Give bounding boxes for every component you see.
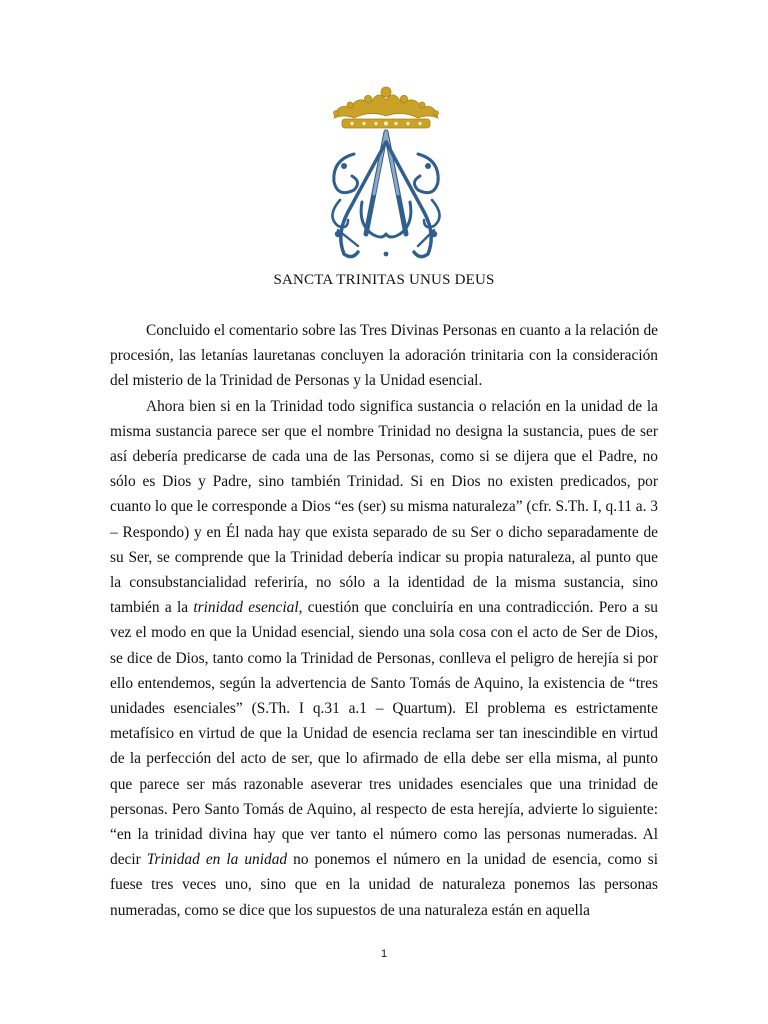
text-segment: , cuestión que concluiría en una contradicción. Pero a su vez el modo en que la Unidad esencial, siendo una sola cosa con el acto de Ser de Dios, se dice de Dios, tanto como la Trinidad de Personas, conlleva el peligro de herejía si por ello entendemos, según la advertencia de Santo Tomás de Aquino, la existencia de “tres unidades esenciales” (S.Th. I q.31 a.1 – Quartum). El problema es estrictamente metafísico en virtud de que la Unidad de esencia reclama ser tan inescindible en virtud de la perfección del acto de ser, que lo afirmado de ella debe ser ella misma, al punto que parece ser más razonable aseverar tres unidades esenciales que una trinidad de personas. Pero Santo Tomás de Aquino, al respecto de esta herejía, advierte lo siguiente: “en la trinidad divina hay que ver tanto el número como las personas numeradas. Al decir xyxy=(110,599,658,869)
paragraph xyxy=(110,318,658,394)
text-segment: Concluido el comentario sobre las Tres Divinas Personas en cuanto a la relación de procesión, las letanías lauretanas concluyen la adoración trinitaria con la consideración del misterio de la Trinidad de Personas y la Unidad esencial. xyxy=(110,322,658,390)
text-segment: no ponemos el número en la unidad de esencia, como si fuese tres veces uno, sino que en la unidad de naturaleza ponemos las personas numeradas, como se dice que los supuestos de una naturaleza están en aquella xyxy=(110,851,658,919)
crowned-marian-monogram-icon xyxy=(318,84,454,266)
text-segment: Ahora bien si en la Trinidad todo significa sustancia o relación en la unidad de la misma sustancia parece ser que el nombre Trinidad no designa la sustancia, pues de ser así debería predicarse de cada una de las Personas, como si se dijera que el Padre, no sólo es Dios y Padre, sino también Trinidad. Si en Dios no existen predicados, por cuanto lo que le corresponde a Dios “es (ser) su misma naturaleza” (cfr. S.Th. I, q.11 a. 3 – Respondo) y en Él nada hay que exista separado de su Ser o dicho separadamente de su Ser, se comprende que la Trinidad debería indicar su propia naturaleza, al punto que la consubstancialidad referiría, no sólo a la identidad de la misma sustancia, sino también a la xyxy=(110,397,658,617)
italic-phrase: Trinidad en la unidad xyxy=(146,851,288,869)
paragraph xyxy=(110,394,658,923)
emblem xyxy=(318,84,454,266)
document-title: SANCTA TRINITAS UNUS DEUS xyxy=(273,272,495,288)
body-text xyxy=(110,318,658,923)
page-number: 1 xyxy=(380,948,388,960)
italic-phrase: trinidad esencial xyxy=(193,599,299,617)
